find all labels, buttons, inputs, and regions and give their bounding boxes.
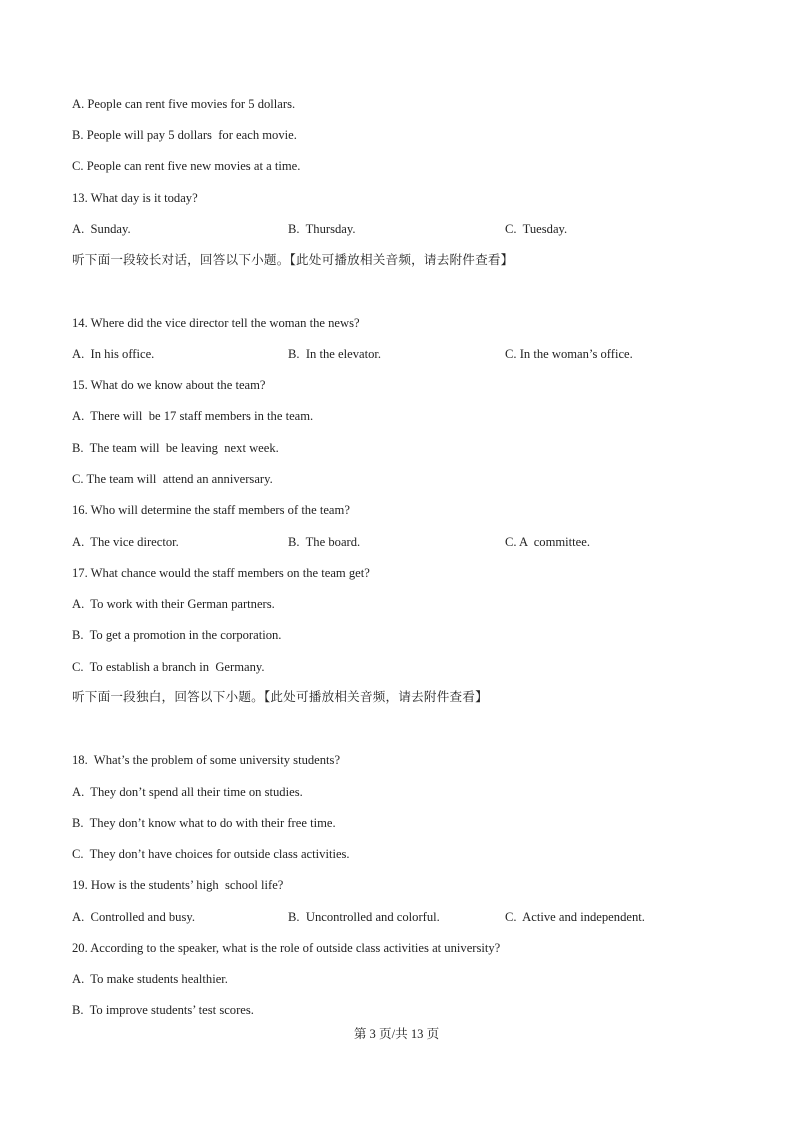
option-a: A. In his office. (72, 347, 155, 361)
question-15: 15. What do we know about the team? (72, 378, 266, 392)
question-18: 18. What’s the problem of some university students? (72, 753, 341, 767)
section-instruction: 听下面一段较长对话，回答以下小题。【此处可播放相关音频，请去附件查看】 (72, 252, 514, 267)
option-a: A. The vice director. (72, 535, 179, 549)
option-c: C. In the woman’s office. (505, 347, 633, 361)
option-b: B. Uncontrolled and colorful. (288, 910, 440, 924)
option-b: B. Thursday. (288, 222, 356, 236)
option-c: C. To establish a branch in Germany. (72, 660, 265, 674)
option-b: B. The board. (288, 535, 361, 549)
option-a: A. To make students healthier. (72, 972, 228, 986)
option-c: C. Active and independent. (505, 910, 645, 924)
question-20: 20. According to the speaker, what is the role of outside class activities at university? (72, 941, 501, 955)
option-a: A. Controlled and busy. (72, 910, 196, 924)
option-c: C. They don’t have choices for outside class activities. (72, 847, 350, 861)
question-13: 13. What day is it today? (72, 191, 198, 205)
option-line: B. People will pay 5 dollars for each movie. (72, 128, 297, 142)
option-b: B. The team will be leaving next week. (72, 441, 279, 455)
option-a: A. To work with their German partners. (72, 597, 275, 611)
section-instruction: 听下面一段独白，回答以下小题。【此处可播放相关音频，请去附件查看】 (72, 689, 488, 704)
option-line: A. People can rent five movies for 5 dollars. (72, 97, 296, 111)
question-19: 19. How is the students’ high school life? (72, 878, 284, 892)
option-c: C. Tuesday. (505, 222, 568, 236)
question-14: 14. Where did the vice director tell the woman the news? (72, 316, 360, 330)
page-number: 第 3 页/共 13 页 (353, 1027, 440, 1041)
option-c: C. The team will attend an anniversary. (72, 472, 273, 486)
option-line: C. People can rent five new movies at a time. (72, 159, 301, 173)
option-a: A. There will be 17 staff members in the team. (72, 409, 314, 423)
option-c: C. A committee. (505, 535, 591, 549)
option-b: B. To get a promotion in the corporation. (72, 628, 282, 642)
option-b: B. They don’t know what to do with their free time. (72, 816, 336, 830)
question-17: 17. What chance would the staff members on the team get? (72, 566, 370, 580)
option-a: A. They don’t spend all their time on studies. (72, 785, 303, 799)
question-16: 16. Who will determine the staff members of the team? (72, 503, 350, 517)
option-a: A. Sunday. (72, 222, 131, 236)
option-b: B. In the elevator. (288, 347, 382, 361)
option-b: B. To improve students’ test scores. (72, 1003, 254, 1017)
